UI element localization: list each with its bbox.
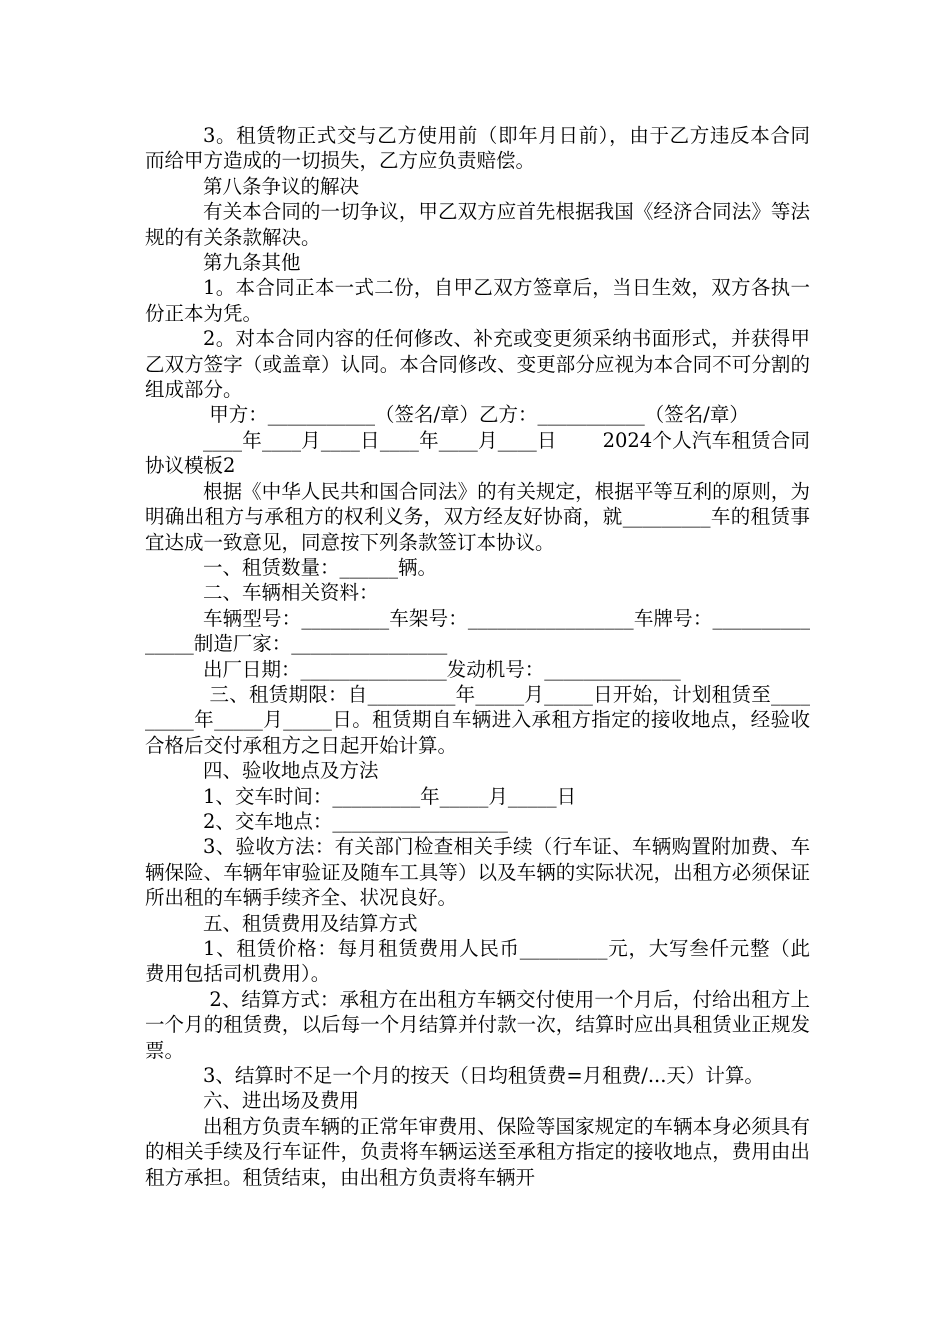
paragraph: 1、租赁价格：每月租赁费用人民币_________元，大写叁仟元整（此费用包括司机费用）。 (145, 937, 810, 986)
paragraph: 3、验收方法：有关部门检查相关手续（行车证、车辆购置附加费、车辆保险、车辆年审验证及随车工具等）以及车辆的实际状况，出租方必须保证所出租的车辆手续齐全、状况良好。 (145, 835, 810, 910)
document-body (145, 123, 810, 1190)
section-heading: 第八条争议的解决 (203, 174, 360, 198)
paragraph: 出厂日期：_______________发动机号：______________ (203, 657, 681, 681)
paragraph: 有关本合同的一切争议，甲乙双方应首先根据我国《经济合同法》等法规的有关条款解决。 (145, 200, 810, 249)
paragraph: 1、交车时间：_________年_____月_____日 (203, 784, 577, 808)
paragraph: 三、租赁期限：自_________年_____月_____日开始，计划租赁至_________年_____月_____日。租赁期自车辆进入承租方指定的接收地点，经验收合格后交付承租方之日起开始计算。 (145, 682, 810, 757)
section-heading: 第九条其他 (203, 251, 301, 275)
paragraph: 3、结算时不足一个月的按天（日均租赁费=月租费/...天）计算。 (203, 1064, 764, 1088)
paragraph: 2、交车地点：__________________ (203, 809, 508, 833)
paragraph: 2。对本合同内容的任何修改、补充或变更须采纳书面形式，并获得甲乙双方签字（或盖章）认同。本合同修改、变更部分应视为本合同不可分割的组成部分。 (145, 327, 810, 402)
paragraph: 一、租赁数量：______辆。 (203, 555, 438, 579)
paragraph: 根据《中华人民共和国合同法》的有关规定，根据平等互利的原则，为明确出租方与承租方的权利义务，双方经友好协商，就_________车的租赁事宜达成一致意见，同意按下列条款签订本协议。 (145, 479, 810, 554)
section-heading: 五、租赁费用及结算方式 (203, 911, 418, 935)
paragraph: 3。租赁物正式交与乙方使用前（即年月日前），由于乙方违反本合同而给甲方造成的一切损失，乙方应负责赔偿。 (145, 124, 810, 173)
signature-line: 甲方：___________（签名/章）乙方：___________（签名/章） (203, 403, 749, 427)
paragraph: 1。本合同正本一式二份，自甲乙双方签章后，当日生效，双方各执一份正本为凭。 (145, 276, 810, 325)
paragraph: 2、结算方式：承租方在出租方车辆交付使用一个月后，付给出租方上一个月的租赁费，以后每一个月结算并付款一次，结算时应出具租赁业正规发票。 (145, 987, 810, 1062)
section-heading: 四、验收地点及方法 (203, 759, 379, 783)
paragraph: 出租方负责车辆的正常年审费用、保险等国家规定的车辆本身必须具有的相关手续及行车证件，负责将车辆运送至承租方指定的接收地点，费用由出租方承担。租赁结束，由出租方负责将车辆开 (145, 1114, 810, 1189)
section-heading: 六、进出场及费用 (203, 1089, 360, 1113)
date-line: ____年____月____日____年____月____日 2024个人汽车租赁合同协议模板2 (145, 428, 810, 478)
paragraph: 车辆型号：_________车架号：_________________车牌号：_______________制造厂家：________________ (145, 606, 810, 656)
section-heading: 二、车辆相关资料： (203, 581, 379, 605)
